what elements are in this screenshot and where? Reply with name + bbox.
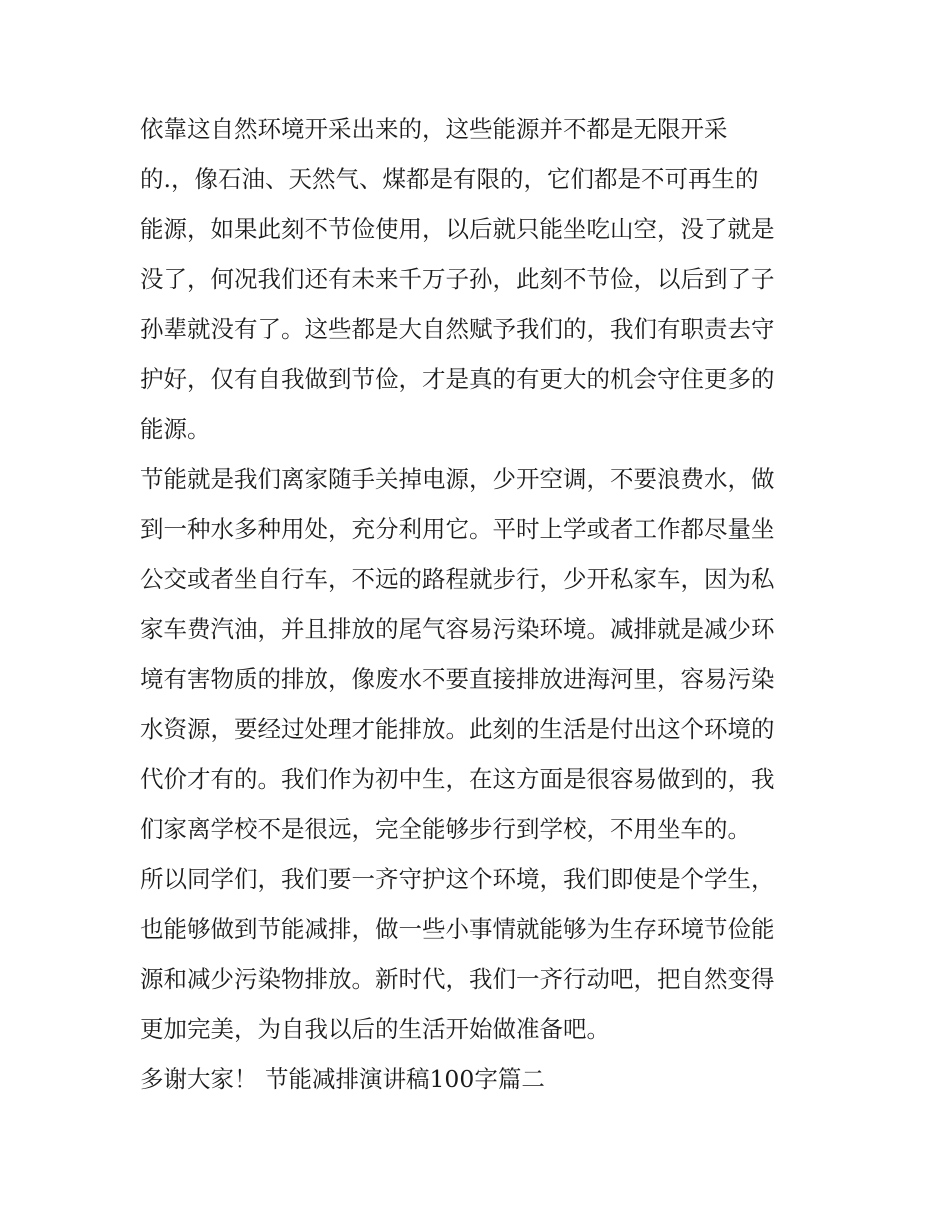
text-line: 到一种水多种用处，充分利用它。平时上学或者工作都尽量坐 — [140, 515, 775, 543]
text-line: 的.，像石油、天然气、煤都是有限的，它们都是不可再生的 — [140, 165, 759, 193]
text-line: 家车费汽油，并且排放的尾气容易污染环境。减排就是减少环 — [140, 615, 775, 643]
text-line: 能源。 — [140, 415, 211, 443]
body-text — [140, 104, 820, 1104]
section-heading-line: 多谢大家！ 节能减排演讲稿100字篇二 — [140, 1065, 545, 1093]
text-line: 们家离学校不是很远，完全能够步行到学校，不用坐车的。 — [140, 815, 751, 843]
text-line: 孙辈就没有了。这些都是大自然赋予我们的，我们有职责去守 — [140, 315, 775, 343]
text-line: 境有害物质的排放，像废水不要直接排放进海河里，容易污染 — [140, 665, 775, 693]
text-line: 更加完美，为自我以后的生活开始做准备吧。 — [140, 1015, 610, 1043]
text-line: 节能就是我们离家随手关掉电源，少开空调，不要浪费水，做 — [140, 465, 775, 493]
text-line: 源和减少污染物排放。新时代，我们一齐行动吧，把自然变得 — [140, 965, 775, 993]
text-line: 没了，何况我们还有未来千万子孙，此刻不节俭，以后到了子 — [140, 265, 775, 293]
text-line: 护好，仅有自我做到节俭，才是真的有更大的机会守住更多的 — [140, 365, 775, 393]
text-line: 水资源，要经过处理才能排放。此刻的生活是付出这个环境的 — [140, 715, 775, 743]
text-line: 也能够做到节能减排，做一些小事情就能够为生存环境节俭能 — [140, 915, 775, 943]
text-line: 依靠这自然环境开采出来的，这些能源并不都是无限开采 — [140, 115, 728, 143]
text-line: 能源，如果此刻不节俭使用，以后就只能坐吃山空，没了就是 — [140, 215, 775, 243]
text-line: 代价才有的。我们作为初中生，在这方面是很容易做到的，我 — [140, 765, 775, 793]
text-line: 公交或者坐自行车，不远的路程就步行，少开私家车，因为私 — [140, 565, 775, 593]
text-line: 所以同学们，我们要一齐守护这个环境，我们即使是个学生， — [140, 865, 775, 893]
